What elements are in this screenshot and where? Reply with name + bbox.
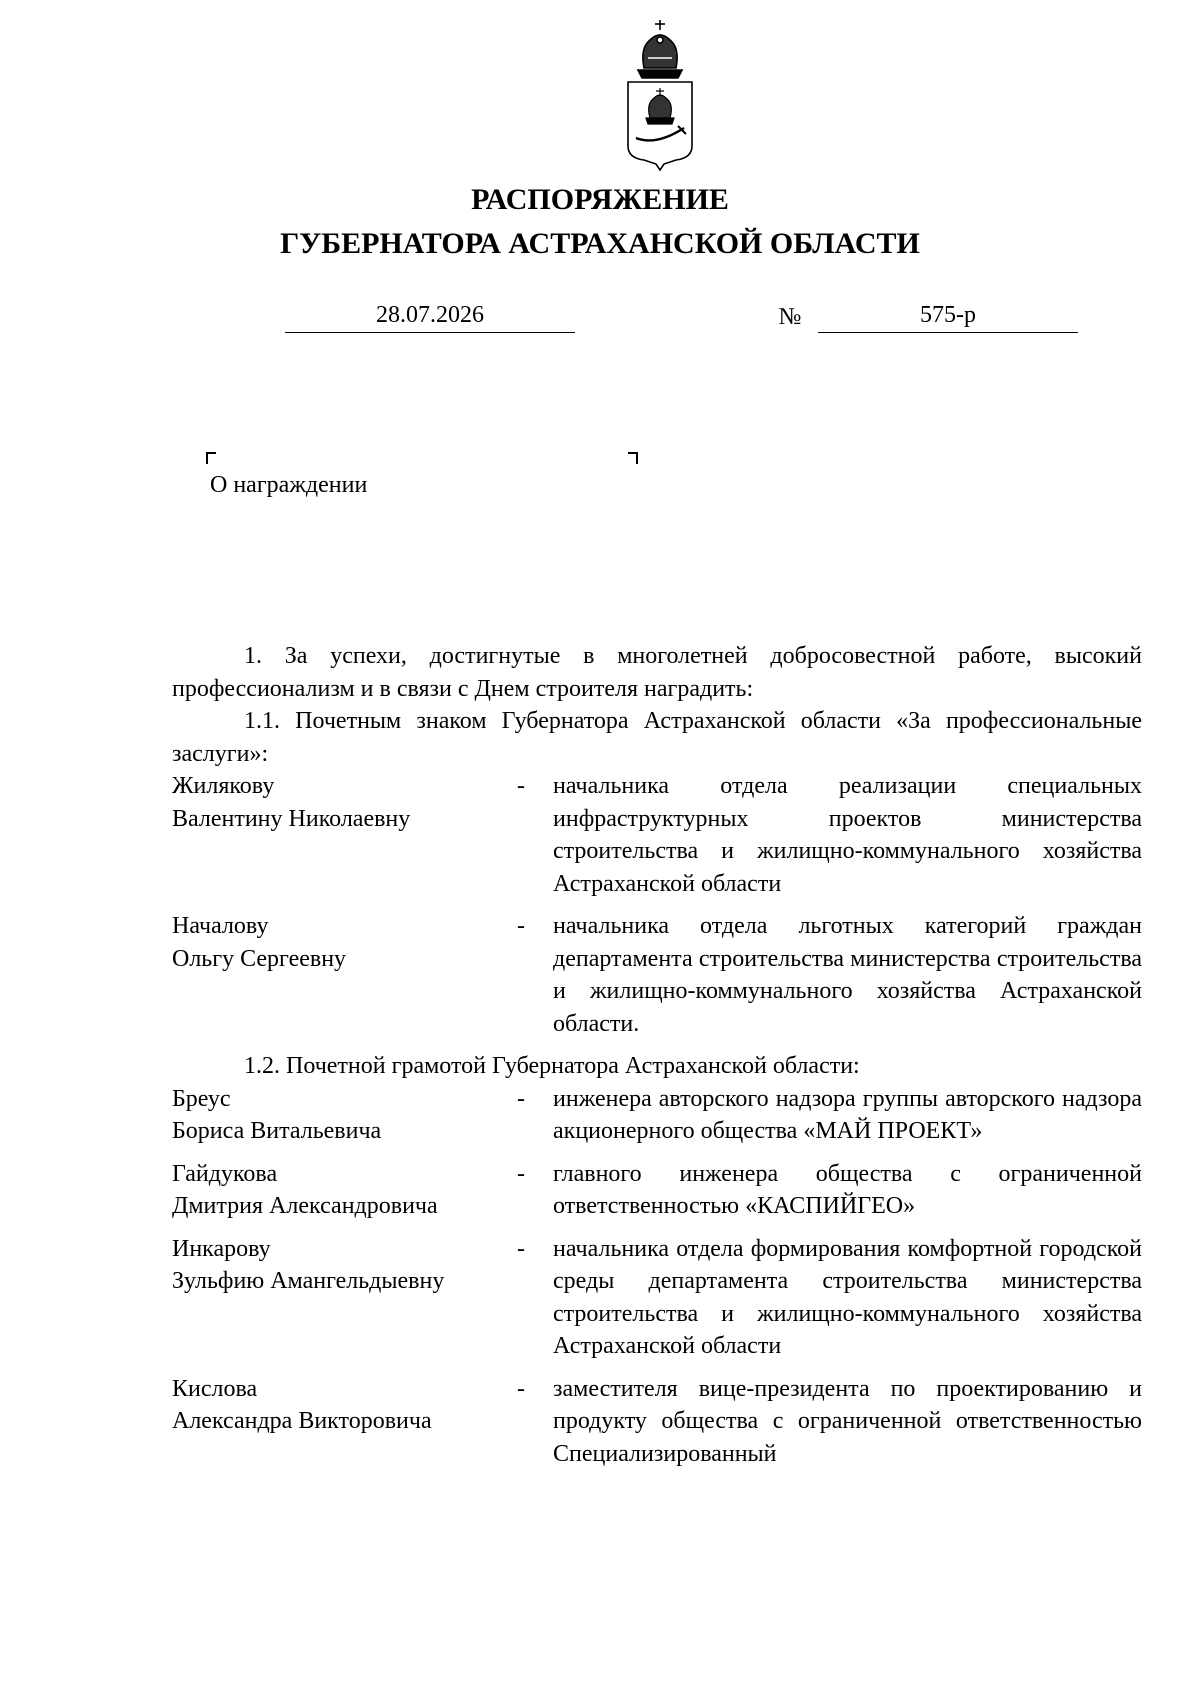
awardee-name <box>172 1233 517 1363</box>
number-underline <box>818 332 1078 333</box>
award-entry <box>172 1233 1142 1363</box>
awardee-surname: Жилякову <box>172 773 275 799</box>
dash-separator: - <box>517 1085 525 1112</box>
document-body <box>172 640 1142 1470</box>
awardee-surname: Бреус <box>172 1085 231 1112</box>
document-number: 575-р <box>920 302 976 328</box>
document-subject: О награждении <box>210 472 368 498</box>
awardee-given-names: Бориса Витальевича <box>172 1118 382 1144</box>
dash-separator: - <box>517 1235 525 1262</box>
awardee-surname: Инкарову <box>172 1235 271 1262</box>
awards-list-1-2 <box>172 1083 1142 1471</box>
awardee-given-names: Зульфию Амангельдыевну <box>172 1268 445 1294</box>
astrakhan-coat-of-arms-icon <box>620 18 700 174</box>
title-line-2: ГУБЕРНАТОРА АСТРАХАНСКОЙ ОБЛАСТИ <box>280 227 920 260</box>
title-line-1: РАСПОРЯЖЕНИЕ <box>471 183 729 216</box>
awardee-name <box>172 1158 517 1223</box>
date-underline <box>285 332 575 333</box>
number-label: № <box>778 304 802 330</box>
awardee-surname: Кислова <box>172 1375 258 1402</box>
awardee-name <box>172 1083 517 1148</box>
dash-separator: - <box>517 913 525 939</box>
award-entry <box>172 770 1142 900</box>
dash-separator: - <box>517 1375 525 1402</box>
awardee-given-names: Валентину Николаевну <box>172 805 411 832</box>
left-corner-mark <box>206 452 216 464</box>
right-corner-mark <box>628 452 638 464</box>
awardee-surname: Началову <box>172 913 269 939</box>
award-entry <box>172 910 1142 1040</box>
document-title <box>0 178 1200 266</box>
paragraph-1-1: 1.1. Почетным знаком Губернатора Астраханской области «За профессиональные заслуги»: <box>172 708 1142 767</box>
awardee-name <box>172 770 517 900</box>
awardee-surname: Гайдукова <box>172 1160 278 1187</box>
awardee-given-names: Ольгу Сергеевну <box>172 945 347 972</box>
awardee-description: главного инженера общества с ограниченной ответственностью «КАСПИЙГЕО» <box>553 1160 1142 1219</box>
awardee-description: инженера авторского надзора группы авторского надзора акционерного общества «МАЙ ПРОЕКТ» <box>553 1085 1142 1144</box>
award-entry <box>172 1158 1142 1223</box>
dash-separator: - <box>517 773 525 799</box>
paragraph-1: 1. За успехи, достигнутые в многолетней добросовестной работе, высокий профессионализм и в связи с Днем строителя наградить: <box>172 643 1142 702</box>
award-entry <box>172 1373 1142 1471</box>
awardee-name <box>172 1373 517 1471</box>
awardee-given-names: Дмитрия Александровича <box>172 1193 438 1219</box>
awardee-description: начальника отдела формирования комфортной городской среды департамента строительства министерства строительства и жилищно-коммунального хозяйства Астраханской области <box>553 1235 1142 1359</box>
document-date: 28.07.2026 <box>376 302 484 328</box>
awards-list-1-1 <box>172 770 1142 1040</box>
award-entry <box>172 1083 1142 1148</box>
awardee-description: заместителя вице-президента по проектированию и продукту общества с ограниченной ответственностью Специализированный <box>553 1375 1142 1467</box>
awardee-name <box>172 910 517 1040</box>
dash-separator: - <box>517 1160 525 1187</box>
awardee-given-names: Александра Викторовича <box>172 1408 432 1434</box>
awardee-description: начальника отдела льготных категорий граждан департамента строительства министерства строительства и жилищно-коммунального хозяйства Астраханской области. <box>553 913 1142 1037</box>
awardee-description: начальника отдела реализации специальных инфраструктурных проектов министерства строительства и жилищно-коммунального хозяйства Астраханской области <box>553 773 1142 897</box>
paragraph-1-2: 1.2. Почетной грамотой Губернатора Астраханской области: <box>244 1053 860 1079</box>
